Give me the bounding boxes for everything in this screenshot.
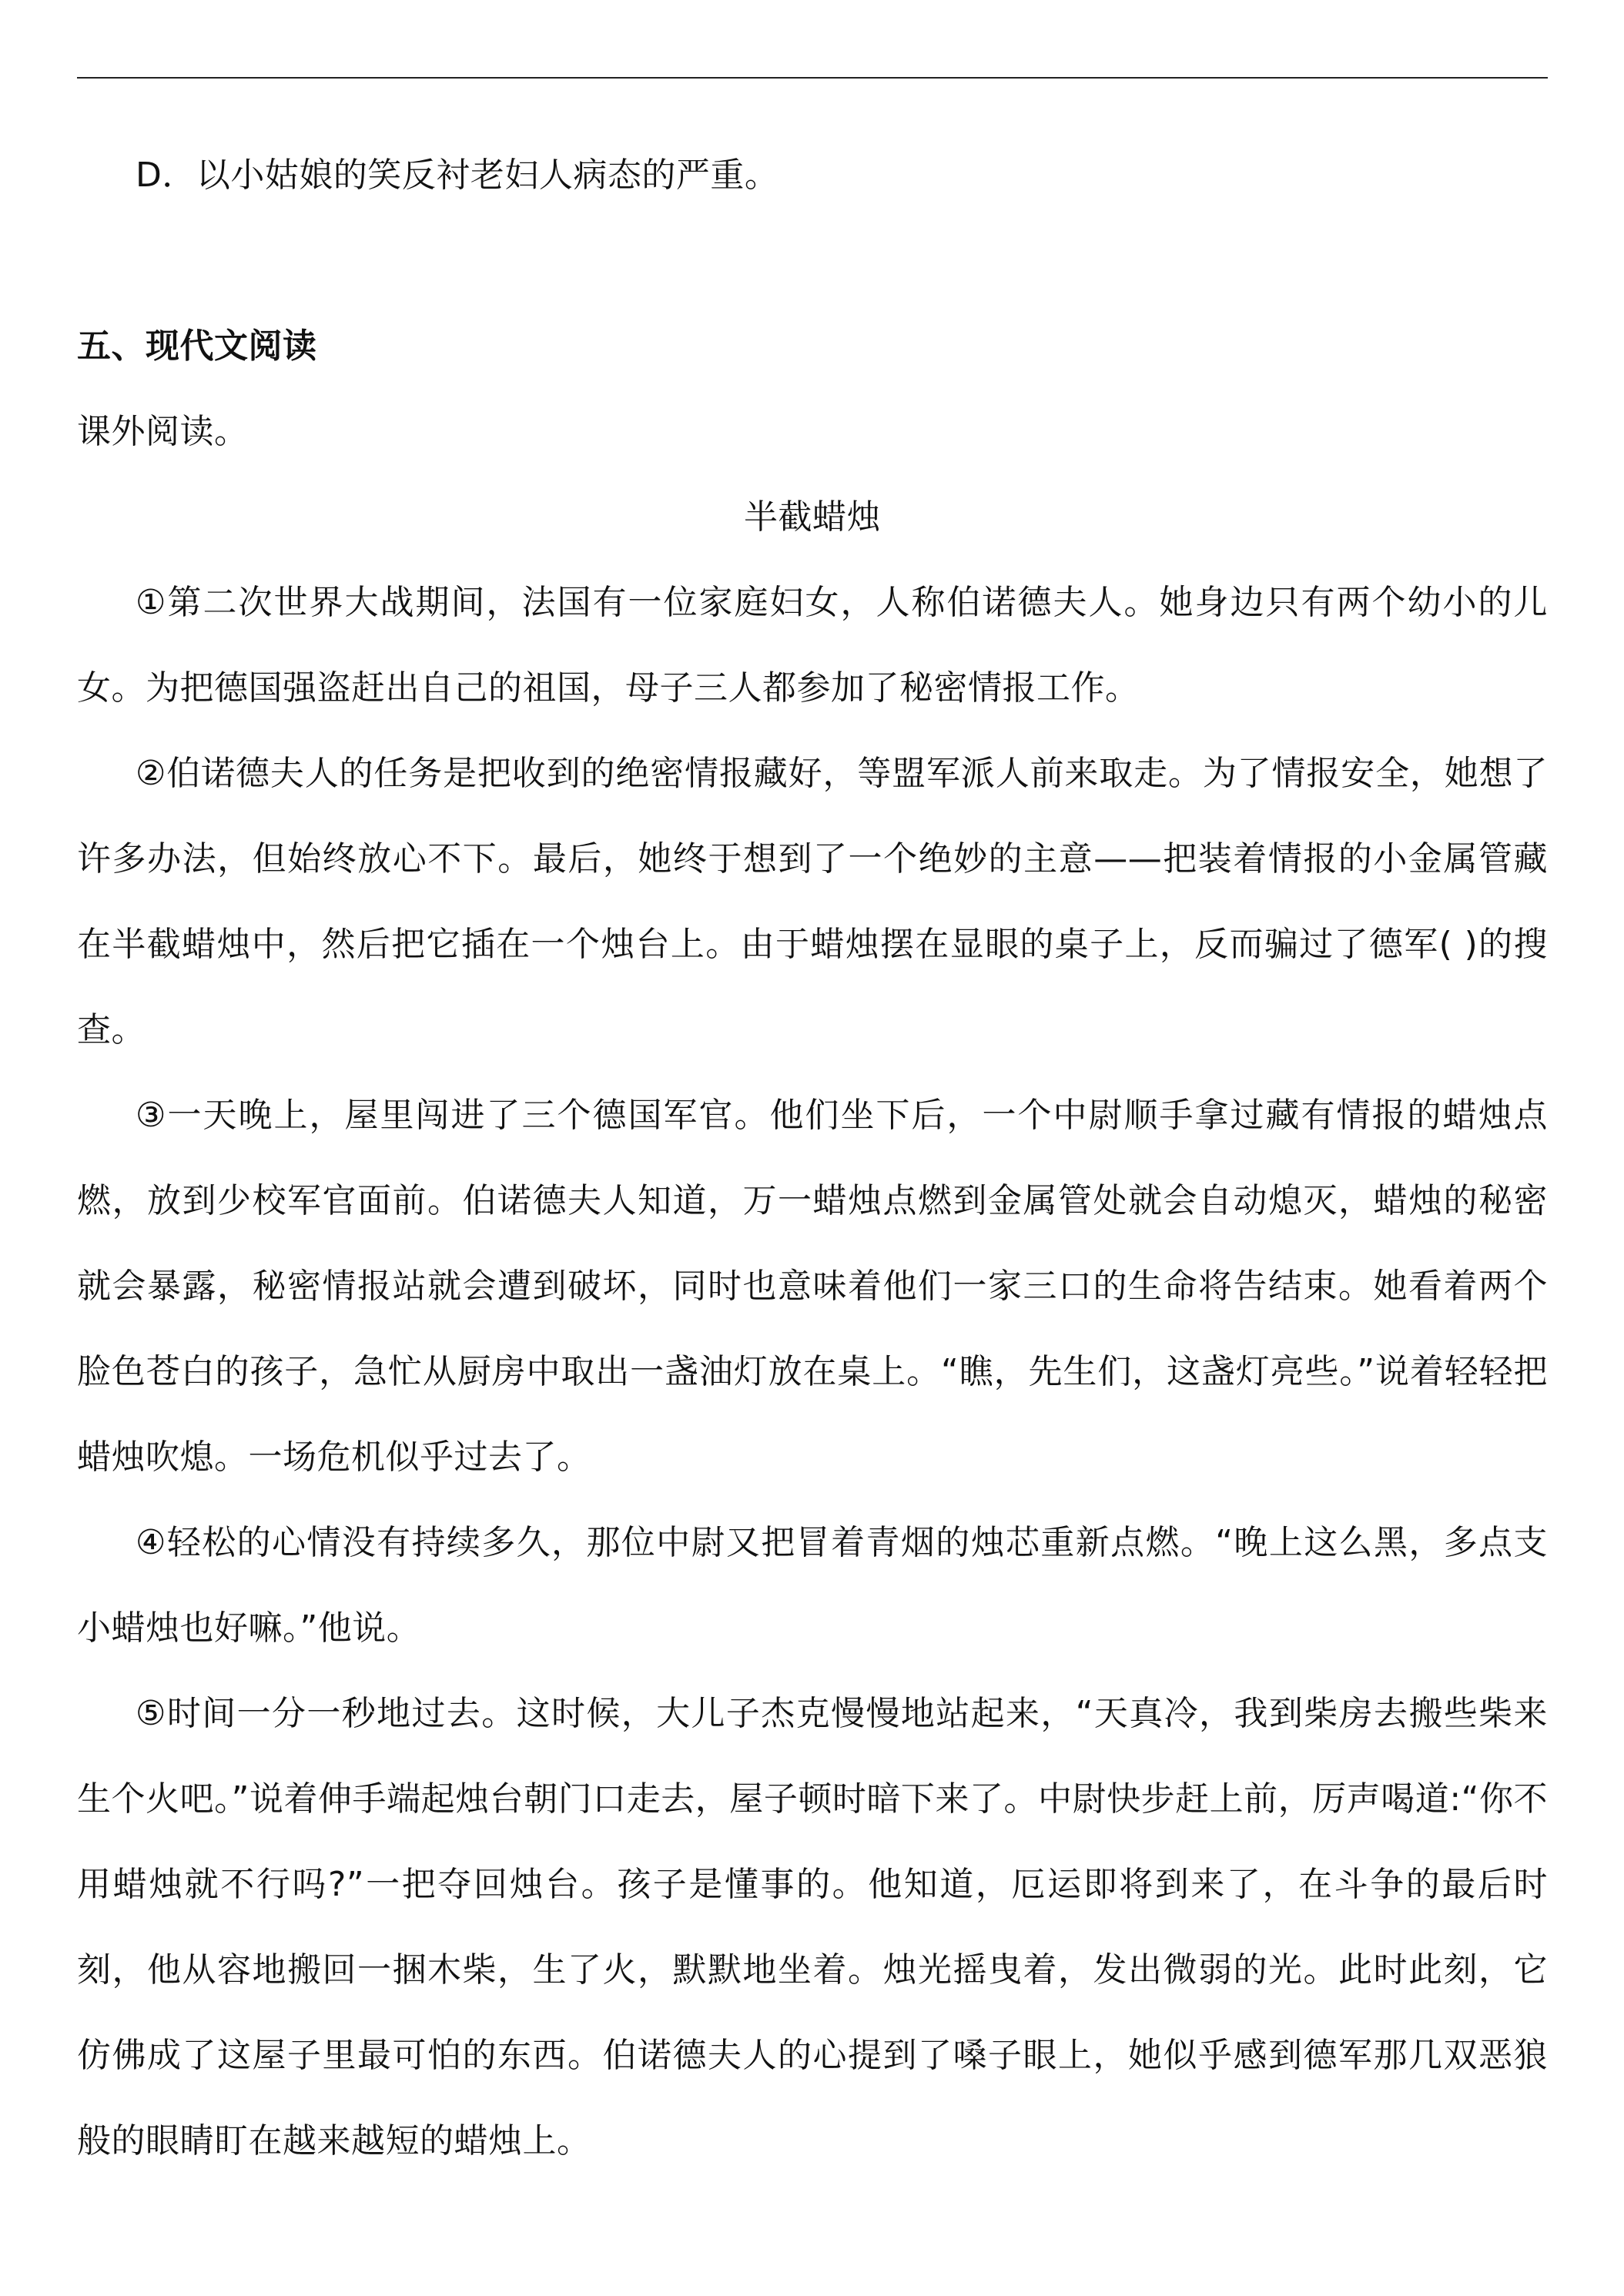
article-paragraph-2: ②伯诺德夫人的任务是把收到的绝密情报藏好，等盟军派人前来取走。为了情报安全，她想了许多办法，但始终放心不下。最后，她终于想到了一个绝妙的主意——把装着情报的小金属管藏在半截蜡烛中，然后把它插在一个烛台上。由于蜡烛摆在显眼的桌子上，反而骗过了德军( )的搜查。 (77, 754, 1548, 1049)
article-paragraph-1: ①第二次世界大战期间，法国有一位家庭妇女，人称伯诺德夫人。她身边只有两个幼小的儿女。为把德国强盗赶出自己的祖国，母子三人都参加了秘密情报工作。 (77, 583, 1548, 708)
header-rule (77, 77, 1548, 79)
article-paragraph-3: ③一天晚上，屋里闯进了三个德国军官。他们坐下后，一个中尉顺手拿过藏有情报的蜡烛点燃，放到少校军官面前。伯诺德夫人知道，万一蜡烛点燃到金属管处就会自动熄灭，蜡烛的秘密就会暴露，秘密情报站就会遭到破坏，同时也意味着他们一家三口的生命将告结束。她看着两个脸色苍白的孩子，急忙从厨房中取出一盏油灯放在桌上。“瞧，先生们，这盏灯亮些。”说着轻轻把蜡烛吹熄。一场危机似乎过去了。 (77, 1096, 1548, 1477)
article-paragraph-5: ⑤时间一分一秒地过去。这时候，大儿子杰克慢慢地站起来，“天真冷，我到柴房去搬些柴来生个火吧。”说着伸手端起烛台朝门口走去，屋子顿时暗下来了。中尉快步赶上前，厉声喝道:“你不用蜡烛就不行吗?”一把夺回烛台。孩子是懂事的。他知道，厄运即将到来了，在斗争的最后时刻，他从容地搬回一捆木柴，生了火，默默地坐着。烛光摇曳着，发出微弱的光。此时此刻，它仿佛成了这屋子里最可怕的东西。伯诺德夫人的心提到了嗓子眼上，她似乎感到德军那几双恶狼般的眼睛盯在越来越短的蜡烛上。 (77, 1694, 1548, 2160)
article-title: 半截蜡烛 (744, 497, 881, 537)
article-paragraph-4: ④轻松的心情没有持续多久，那位中尉又把冒着青烟的烛芯重新点燃。“晚上这么黑，多点支小蜡烛也好嘛。”他说。 (77, 1523, 1548, 1648)
answer-option-d: D．以小姑娘的笑反衬老妇人病态的严重。 (136, 156, 779, 195)
section-heading: 五、现代文阅读 (77, 326, 317, 366)
document-body (77, 132, 1548, 2184)
section-instruction: 课外阅读。 (77, 412, 249, 451)
